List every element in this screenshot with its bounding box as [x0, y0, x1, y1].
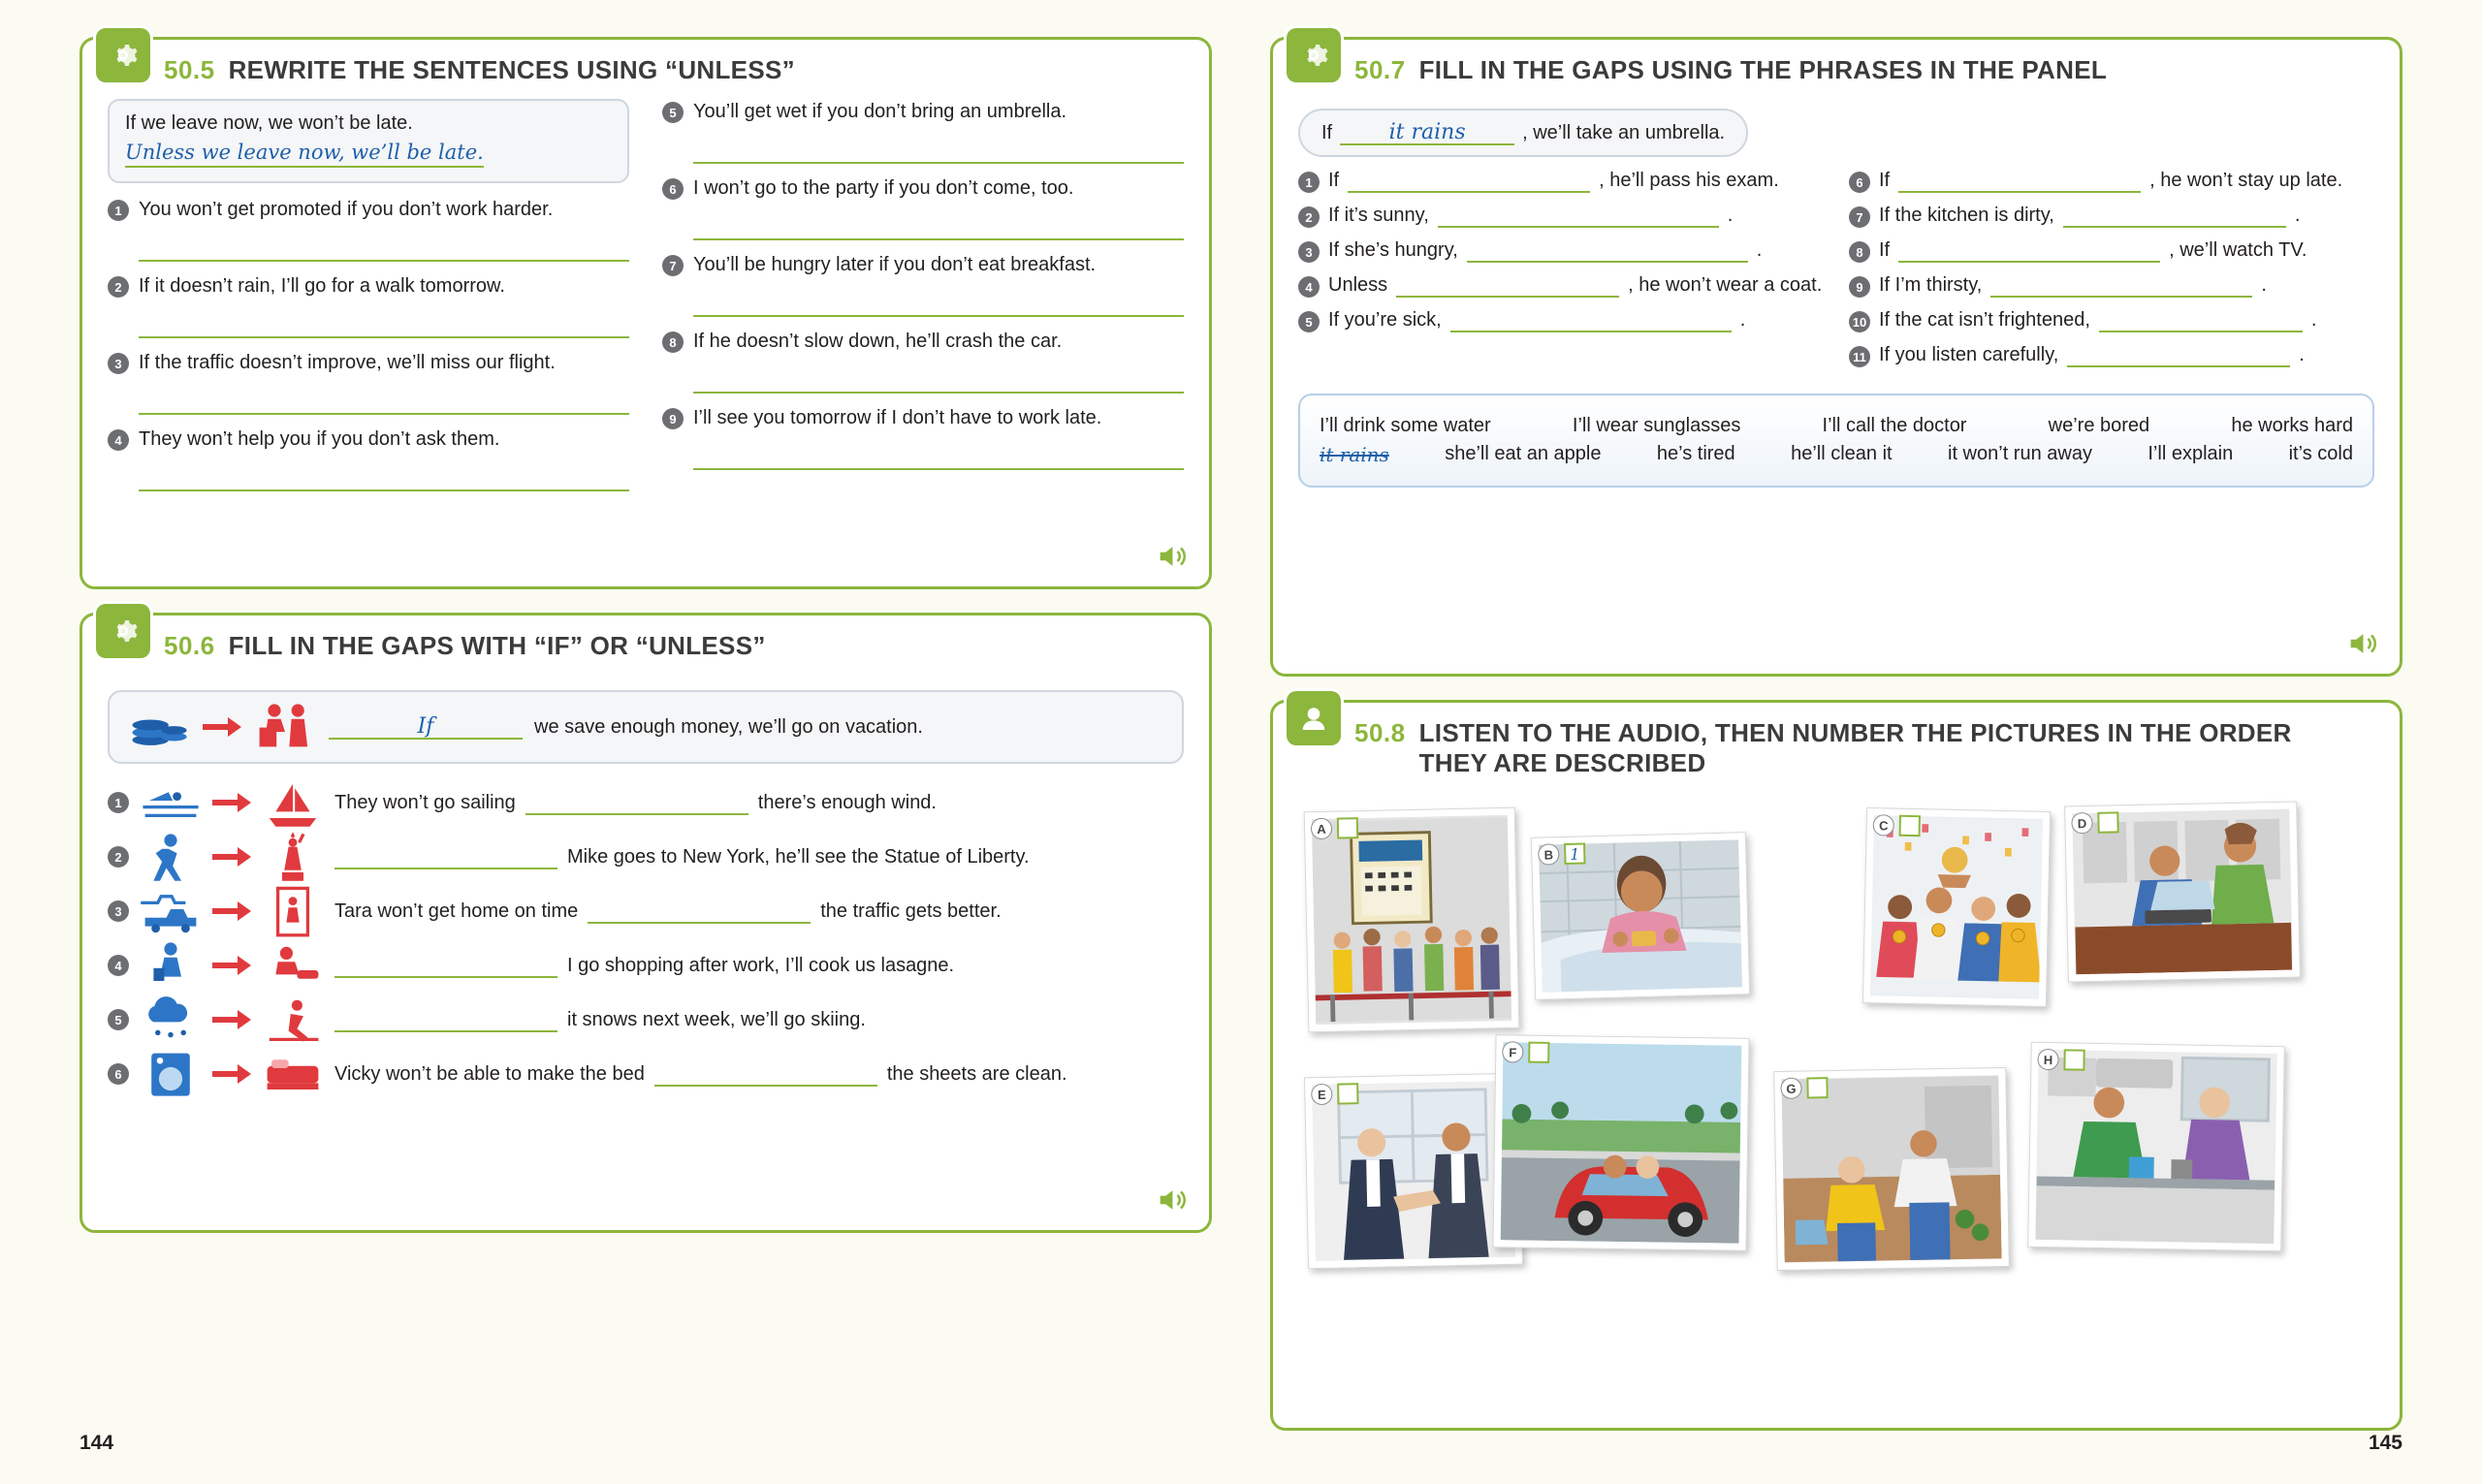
answer-line[interactable]	[693, 131, 1184, 164]
phrase-chip-used[interactable]: it rains	[1320, 443, 1389, 467]
exercise-50-6	[80, 613, 1212, 1233]
column-left	[108, 99, 629, 503]
question-item	[662, 252, 1184, 278]
phrase-chip[interactable]: I’ll call the doctor	[1822, 415, 1967, 437]
item-text-after: , we’ll watch TV.	[2169, 239, 2307, 262]
question-item	[108, 832, 1184, 882]
cooking-icon	[261, 940, 325, 991]
phrase-chip[interactable]: he’s tired	[1656, 443, 1735, 465]
snow-cloud-icon	[139, 995, 203, 1045]
item-text-before: If you listen carefully,	[1879, 344, 2059, 366]
item-number: 1	[1298, 172, 1320, 193]
item-number: 5	[108, 1009, 129, 1030]
item-number: 6	[1849, 172, 1870, 193]
question-item	[1298, 308, 1824, 332]
page-number-right: 145	[2368, 1432, 2402, 1454]
answer-box[interactable]	[2097, 812, 2118, 834]
question-item	[662, 99, 1184, 125]
question-item	[1849, 169, 2374, 193]
picture-tag	[2037, 1049, 2084, 1071]
door-person-icon	[261, 886, 325, 936]
question-item	[108, 886, 1184, 936]
walking-man-icon	[139, 832, 203, 882]
answer-blank[interactable]	[1467, 239, 1748, 263]
item-text-after: Mike goes to New York, he’ll see the Statue of Liberty.	[567, 845, 1030, 868]
exercise-header	[1273, 40, 2400, 95]
picture-d[interactable]	[2064, 802, 2301, 983]
picture-e[interactable]	[1304, 1073, 1523, 1270]
item-text-after: .	[2310, 309, 2317, 332]
audio-speaker-icon[interactable]	[2345, 627, 2378, 660]
answer-blank[interactable]	[1348, 170, 1590, 193]
question-item	[1298, 238, 1824, 263]
answer-box[interactable]	[2063, 1050, 2084, 1071]
question-item	[1298, 273, 1824, 298]
item-text: You’ll be hungry later if you don’t eat breakfast.	[693, 254, 1097, 276]
picture-letter: F	[1502, 1042, 1523, 1063]
item-number: 11	[1849, 346, 1870, 367]
exercise-header	[82, 40, 1209, 95]
item-number: 5	[662, 102, 684, 123]
picture-tag	[1780, 1078, 1828, 1100]
item-number: 4	[108, 429, 129, 451]
item-text-after: , he’ll pass his exam.	[1599, 170, 1779, 192]
bed-icon	[261, 1049, 325, 1099]
arrow-icon	[212, 953, 251, 978]
page-number-left: 144	[80, 1432, 114, 1454]
phrase-chip[interactable]: he works hard	[2231, 415, 2353, 437]
answer-blank[interactable]	[334, 844, 557, 869]
answer-blank[interactable]	[525, 790, 748, 815]
example-blank	[1340, 120, 1514, 145]
phrase-chip[interactable]: we’re bored	[2048, 415, 2150, 437]
item-number: 5	[1298, 311, 1320, 332]
question-item	[108, 426, 629, 453]
phrase-chip[interactable]: it’s cold	[2288, 443, 2353, 465]
picture-tag	[1311, 818, 1358, 840]
example-answer: it rains	[1388, 120, 1466, 145]
item-text-before: If the cat isn’t frightened,	[1879, 309, 2090, 332]
item-text-before: If she’s hungry,	[1328, 239, 1458, 262]
item-text-after: .	[2261, 274, 2267, 297]
exercise-50-7	[1270, 37, 2402, 677]
question-item	[662, 175, 1184, 202]
answer-blank[interactable]	[654, 1061, 877, 1087]
arrow-icon	[212, 1007, 251, 1032]
answer-blank[interactable]	[1396, 274, 1619, 298]
phrase-chip[interactable]: it won’t run away	[1948, 443, 2092, 465]
example-text: we save enough money, we’ll go on vacation.	[534, 715, 923, 738]
answer-blank[interactable]	[1898, 170, 2141, 193]
exercise-header	[82, 616, 1209, 671]
item-number: 4	[108, 955, 129, 976]
exercise-title: LISTEN TO THE AUDIO, THEN NUMBER THE PICTURES IN THE ORDER THEY ARE DESCRIBED	[1418, 718, 2292, 778]
question-item	[108, 940, 1184, 991]
item-number: 3	[108, 900, 129, 922]
windsurfers-icon	[139, 777, 203, 828]
gear-icon	[1287, 28, 1341, 82]
column-right	[662, 99, 1184, 503]
item-number: 7	[1849, 206, 1870, 228]
question-item	[108, 1049, 1184, 1099]
item-number: 3	[1298, 241, 1320, 263]
answer-box[interactable]	[1806, 1078, 1828, 1099]
exercise-number: 50.5	[164, 55, 215, 84]
item-text-before: If	[1879, 170, 1891, 192]
item-number: 9	[1849, 276, 1870, 298]
column-right	[1849, 109, 2374, 378]
picture-h[interactable]	[2027, 1042, 2285, 1252]
shopper-icon	[139, 940, 203, 991]
answer-line[interactable]	[139, 382, 629, 415]
question-item	[662, 329, 1184, 355]
item-text-after: it snows next week, we’ll go skiing.	[567, 1008, 866, 1030]
item-text: I’ll see you tomorrow if I don’t have to work late.	[693, 407, 1102, 429]
item-text-after: , he won’t wear a coat.	[1628, 274, 1823, 297]
column-left	[1298, 109, 1824, 378]
answer-line[interactable]	[693, 361, 1184, 394]
question-item	[108, 197, 629, 223]
question-item	[1849, 343, 2374, 367]
answer-line[interactable]	[139, 305, 629, 338]
item-text-after: .	[1739, 309, 1746, 332]
item-text: You won’t get promoted if you don’t work harder.	[139, 199, 554, 221]
worked-example	[108, 690, 1184, 764]
example-prefix: If	[1321, 121, 1333, 143]
item-text-after: .	[2294, 205, 2301, 227]
picture-tag	[2071, 812, 2118, 835]
item-text-after: I go shopping after work, I’ll cook us lasagne.	[567, 954, 955, 976]
picture-letter: C	[1873, 815, 1894, 837]
picture-letter: A	[1311, 818, 1332, 839]
item-text: You’ll get wet if you don’t bring an umbrella.	[693, 101, 1067, 123]
washing-machine-icon	[139, 1049, 203, 1099]
panel-row	[1320, 415, 2353, 437]
answer-blank[interactable]	[2099, 309, 2303, 332]
exercise-title: FILL IN THE GAPS USING THE PHRASES IN THE PANEL	[1418, 55, 2108, 84]
picture-tag	[1538, 843, 1586, 866]
arrow-icon	[212, 899, 251, 924]
answer-blank[interactable]	[1438, 205, 1719, 228]
question-item	[662, 405, 1184, 431]
question-item	[1298, 169, 1824, 193]
item-number: 8	[1849, 241, 1870, 263]
question-item	[1849, 238, 2374, 263]
item-number: 3	[108, 353, 129, 374]
item-text-before: If	[1879, 239, 1891, 262]
item-text-before: Tara won’t get home on time	[334, 900, 579, 922]
exercise-title: FILL IN THE GAPS WITH “IF” OR “UNLESS”	[228, 631, 766, 660]
item-number: 2	[108, 846, 129, 868]
picture-letter: H	[2037, 1049, 2058, 1070]
arrow-icon	[212, 844, 251, 869]
picture-b[interactable]	[1531, 832, 1750, 1000]
answer-box[interactable]	[1337, 1084, 1358, 1105]
exercise-body	[82, 95, 1209, 532]
item-text-after: .	[2299, 344, 2305, 366]
exercise-body	[1273, 794, 2400, 1472]
picture-c[interactable]	[1862, 807, 2051, 1007]
exercise-number: 50.7	[1354, 55, 1406, 84]
phrase-chip[interactable]: I’ll wear sunglasses	[1572, 415, 1741, 437]
answer-line[interactable]	[693, 207, 1184, 240]
item-number: 9	[662, 408, 684, 429]
answer-line[interactable]	[693, 437, 1184, 470]
phrase-chip[interactable]: he’ll clean it	[1791, 443, 1893, 465]
item-text-before: If you’re sick,	[1328, 309, 1442, 332]
picture-letter: B	[1538, 844, 1560, 867]
exercise-body	[82, 671, 1209, 1132]
picture-letter: D	[2071, 812, 2092, 834]
question-item	[108, 995, 1184, 1045]
item-number: 1	[108, 792, 129, 813]
exercise-header	[1273, 703, 2400, 788]
picture-g[interactable]	[1773, 1067, 2010, 1271]
item-number: 1	[108, 200, 129, 221]
item-number: 4	[1298, 276, 1320, 298]
answer-line[interactable]	[139, 229, 629, 262]
item-text-before: They won’t go sailing	[334, 791, 516, 813]
example-answer: If	[417, 714, 434, 740]
phrase-chip[interactable]: I’ll drink some water	[1320, 415, 1491, 437]
exercise-number: 50.8	[1354, 718, 1406, 747]
sailboat-icon	[261, 777, 325, 828]
audio-speaker-icon[interactable]	[1155, 540, 1188, 573]
item-text-before: If it’s sunny,	[1328, 205, 1429, 227]
picture-tag	[1502, 1042, 1549, 1064]
item-text-before: Vicky won’t be able to make the bed	[334, 1062, 645, 1085]
item-number: 10	[1849, 311, 1870, 332]
example-suffix: , we’ll take an umbrella.	[1522, 121, 1726, 143]
answer-box[interactable]: 1	[1564, 843, 1586, 866]
exercise-50-8	[1270, 700, 2402, 1431]
item-number: 6	[108, 1063, 129, 1085]
answer-blank[interactable]	[334, 953, 557, 978]
panel-row	[1320, 443, 2353, 466]
item-text: They won’t help you if you don’t ask them.	[139, 428, 500, 451]
item-text-before: If I’m thirsty,	[1879, 274, 1983, 297]
answer-box[interactable]	[1528, 1042, 1549, 1063]
picture-grid	[1292, 794, 2380, 1472]
coins-icon	[127, 702, 191, 752]
picture-letter: G	[1780, 1078, 1801, 1099]
arrow-icon	[212, 790, 251, 815]
item-text-after: .	[1756, 239, 1763, 262]
answer-blank[interactable]	[588, 899, 811, 924]
exercise-title: REWRITE THE SENTENCES USING “UNLESS”	[228, 55, 795, 84]
question-item	[1849, 273, 2374, 298]
right-page	[1241, 0, 2482, 1484]
question-item	[108, 350, 629, 376]
item-text-after: the sheets are clean.	[886, 1062, 1067, 1085]
traffic-jam-icon	[139, 886, 203, 936]
phrase-chip[interactable]: she’ll eat an apple	[1445, 443, 1602, 465]
answer-blank[interactable]	[334, 1007, 557, 1032]
answer-blank[interactable]	[1450, 309, 1732, 332]
question-item	[108, 273, 629, 300]
phrase-panel	[1298, 394, 2374, 488]
picture-letter: E	[1311, 1084, 1332, 1105]
item-text: If he doesn’t slow down, he’ll crash the car.	[693, 331, 1063, 353]
item-text: If it doesn’t rain, I’ll go for a walk tomorrow.	[139, 275, 505, 298]
answer-box[interactable]	[1337, 818, 1358, 839]
picture-f[interactable]	[1492, 1035, 1749, 1252]
exercise-body	[1273, 95, 2400, 517]
item-text-before: If	[1328, 170, 1340, 192]
item-text: I won’t go to the party if you don’t come, too.	[693, 177, 1074, 200]
gear-icon	[96, 604, 150, 658]
item-number: 7	[662, 255, 684, 276]
arrow-icon	[203, 714, 241, 740]
skier-icon	[261, 995, 325, 1045]
audio-speaker-icon[interactable]	[1155, 1184, 1188, 1216]
exercise-number: 50.6	[164, 631, 215, 660]
arrow-icon	[212, 1061, 251, 1087]
answer-blank[interactable]	[2067, 344, 2290, 367]
example-prompt: If we leave now, we won’t be late.	[125, 112, 413, 135]
picture-tag	[1873, 815, 1921, 837]
answer-line[interactable]	[693, 284, 1184, 317]
item-number: 6	[662, 178, 684, 200]
item-number: 2	[1298, 206, 1320, 228]
travelers-icon	[253, 702, 317, 752]
picture-tag	[1311, 1084, 1358, 1106]
item-text: If the traffic doesn’t improve, we’ll miss our flight.	[139, 352, 556, 374]
answer-blank[interactable]	[2063, 205, 2286, 228]
statue-of-liberty-icon	[261, 832, 325, 882]
picture-a[interactable]	[1304, 807, 1520, 1033]
exercise-50-5	[80, 37, 1212, 589]
item-text-before: If the kitchen is dirty,	[1879, 205, 2054, 227]
item-number: 8	[662, 332, 684, 353]
phrase-chip[interactable]: I’ll explain	[2148, 443, 2234, 465]
question-item	[1849, 308, 2374, 332]
answer-blank[interactable]	[1898, 239, 2160, 263]
item-text-after: .	[1727, 205, 1734, 227]
gear-icon	[96, 28, 150, 82]
worked-example	[1298, 109, 1748, 157]
answer-line[interactable]	[139, 458, 629, 491]
answer-blank[interactable]	[1990, 274, 2252, 298]
question-item	[1298, 204, 1824, 228]
item-text-after: the traffic gets better.	[820, 900, 1002, 922]
item-text-after: , he won’t stay up late.	[2149, 170, 2343, 192]
item-text-before: Unless	[1328, 274, 1388, 297]
example-blank	[329, 714, 523, 740]
item-text-after: there’s enough wind.	[757, 791, 937, 813]
example-answer: Unless we leave now, we’ll be late.	[125, 141, 484, 168]
answer-box[interactable]	[1899, 815, 1921, 837]
question-item	[1849, 204, 2374, 228]
headphones-icon	[1287, 691, 1341, 745]
question-item	[108, 777, 1184, 828]
worked-example	[108, 99, 629, 183]
item-number: 2	[108, 276, 129, 298]
